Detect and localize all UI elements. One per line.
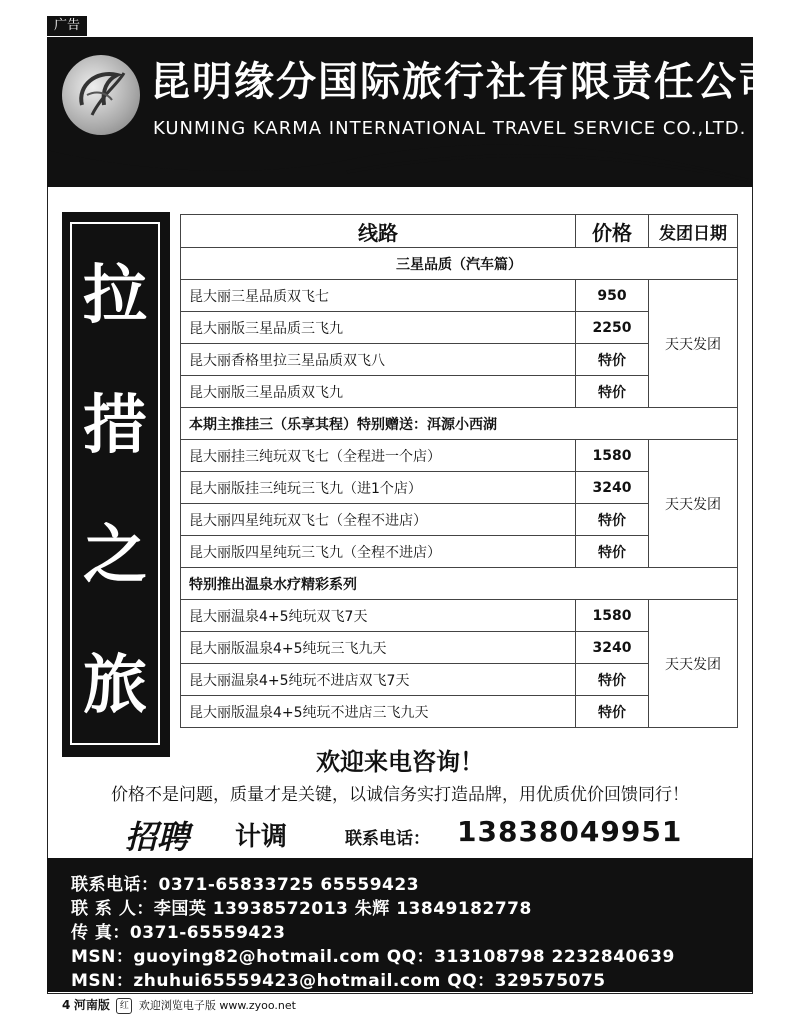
edition-badge-icon: 红 [116,998,132,1014]
route-name: 昆大丽温泉4+5纯玩不进店双飞7天 [181,664,576,696]
slogan-text: 价格不是问题，质量才是关键，以诚信务实打造品牌，用优质优价回馈同行！ [111,785,689,805]
company-name-en: KUNMING KARMA INTERNATIONAL TRAVEL SERVICE CO.,LTD. [153,118,747,139]
route-price: 1580 [576,600,649,632]
logo-emblem-icon [62,55,140,135]
route-name: 昆大丽版三星品质三飞九 [181,312,576,344]
departure-date: 天天发团 [649,440,738,568]
banner-char: 之 [83,518,147,593]
header-price: 价格 [576,215,649,248]
welcome-text: 欢迎来电咨询！ [316,748,484,776]
route-name: 昆大丽温泉4+5纯玩双飞7天 [181,600,576,632]
section-title-row [181,408,738,440]
header-wave [47,140,753,200]
routes-table [180,214,738,728]
contact-band [47,858,753,992]
route-price: 特价 [576,664,649,696]
section-title-row [181,568,738,600]
page-footer [62,996,296,1014]
departure-date: 天天发团 [649,280,738,408]
contact-phone-line: 联系电话：0371-65833725 65559423 [71,875,420,895]
ad-tag: 广告 [47,16,87,36]
company-name-cn: 昆明缘分国际旅行社有限责任公司 [150,58,780,105]
section-title: 三星品质（汽车篇） [181,248,738,280]
table-header-row [181,215,738,248]
recruit-title: 计调 [235,822,288,852]
route-price: 1580 [576,440,649,472]
route-price: 2250 [576,312,649,344]
route-name: 昆大丽版四星纯玩三飞九（全程不进店） [181,536,576,568]
company-logo [62,55,140,135]
route-price: 特价 [576,696,649,728]
table-row [181,440,738,472]
recruit-phone: 13838049951 [457,815,683,848]
contact-person-line: 联 系 人：李国英 13938572013 朱辉 13849182778 [71,899,532,919]
header-date: 发团日期 [649,215,738,248]
recruit-phone-label: 联系电话： [345,829,430,849]
route-price: 特价 [576,344,649,376]
route-name: 昆大丽三星品质双飞七 [181,280,576,312]
route-price: 3240 [576,472,649,504]
banner-char: 措 [83,388,147,463]
route-name: 昆大丽版温泉4+5纯玩三飞九天 [181,632,576,664]
route-name: 昆大丽版温泉4+5纯玩不进店三飞九天 [181,696,576,728]
banner-char: 旅 [83,648,147,723]
footer-text: 欢迎浏览电子版 www.zyoo.net [138,999,296,1012]
section-title: 特别推出温泉水疗精彩系列 [181,568,738,600]
departure-date: 天天发团 [649,600,738,728]
recruit-mark: 招聘 [125,818,190,856]
route-name: 昆大丽四星纯玩双飞七（全程不进店） [181,504,576,536]
recruit-section [125,812,745,856]
edition-label: 河南版 [73,998,110,1012]
contact-msn-line: MSN：zhuhui65559423@hotmail.com QQ：329575075 [71,971,606,991]
route-price: 特价 [576,536,649,568]
section-title: 本期主推挂三（乐享其程）特别赠送：洱源小西湖 [181,408,738,440]
route-price: 950 [576,280,649,312]
route-price: 3240 [576,632,649,664]
header-line: 线路 [181,215,576,248]
contact-fax-line: 传 真：0371-65559423 [71,923,286,943]
table-row [181,280,738,312]
table-row [181,600,738,632]
route-name: 昆大丽版挂三纯玩三飞九（进1个店） [181,472,576,504]
route-price: 特价 [576,376,649,408]
route-name: 昆大丽香格里拉三星品质双飞八 [181,344,576,376]
banner-char: 拉 [83,258,147,333]
page-number: 4 [62,998,71,1012]
route-name: 昆大丽版三星品质双飞九 [181,376,576,408]
section-title-row [181,248,738,280]
route-price: 特价 [576,504,649,536]
route-name: 昆大丽挂三纯玩双飞七（全程进一个店） [181,440,576,472]
contact-msn-line: MSN：guoying82@hotmail.com QQ：313108798 2232840639 [71,947,675,967]
